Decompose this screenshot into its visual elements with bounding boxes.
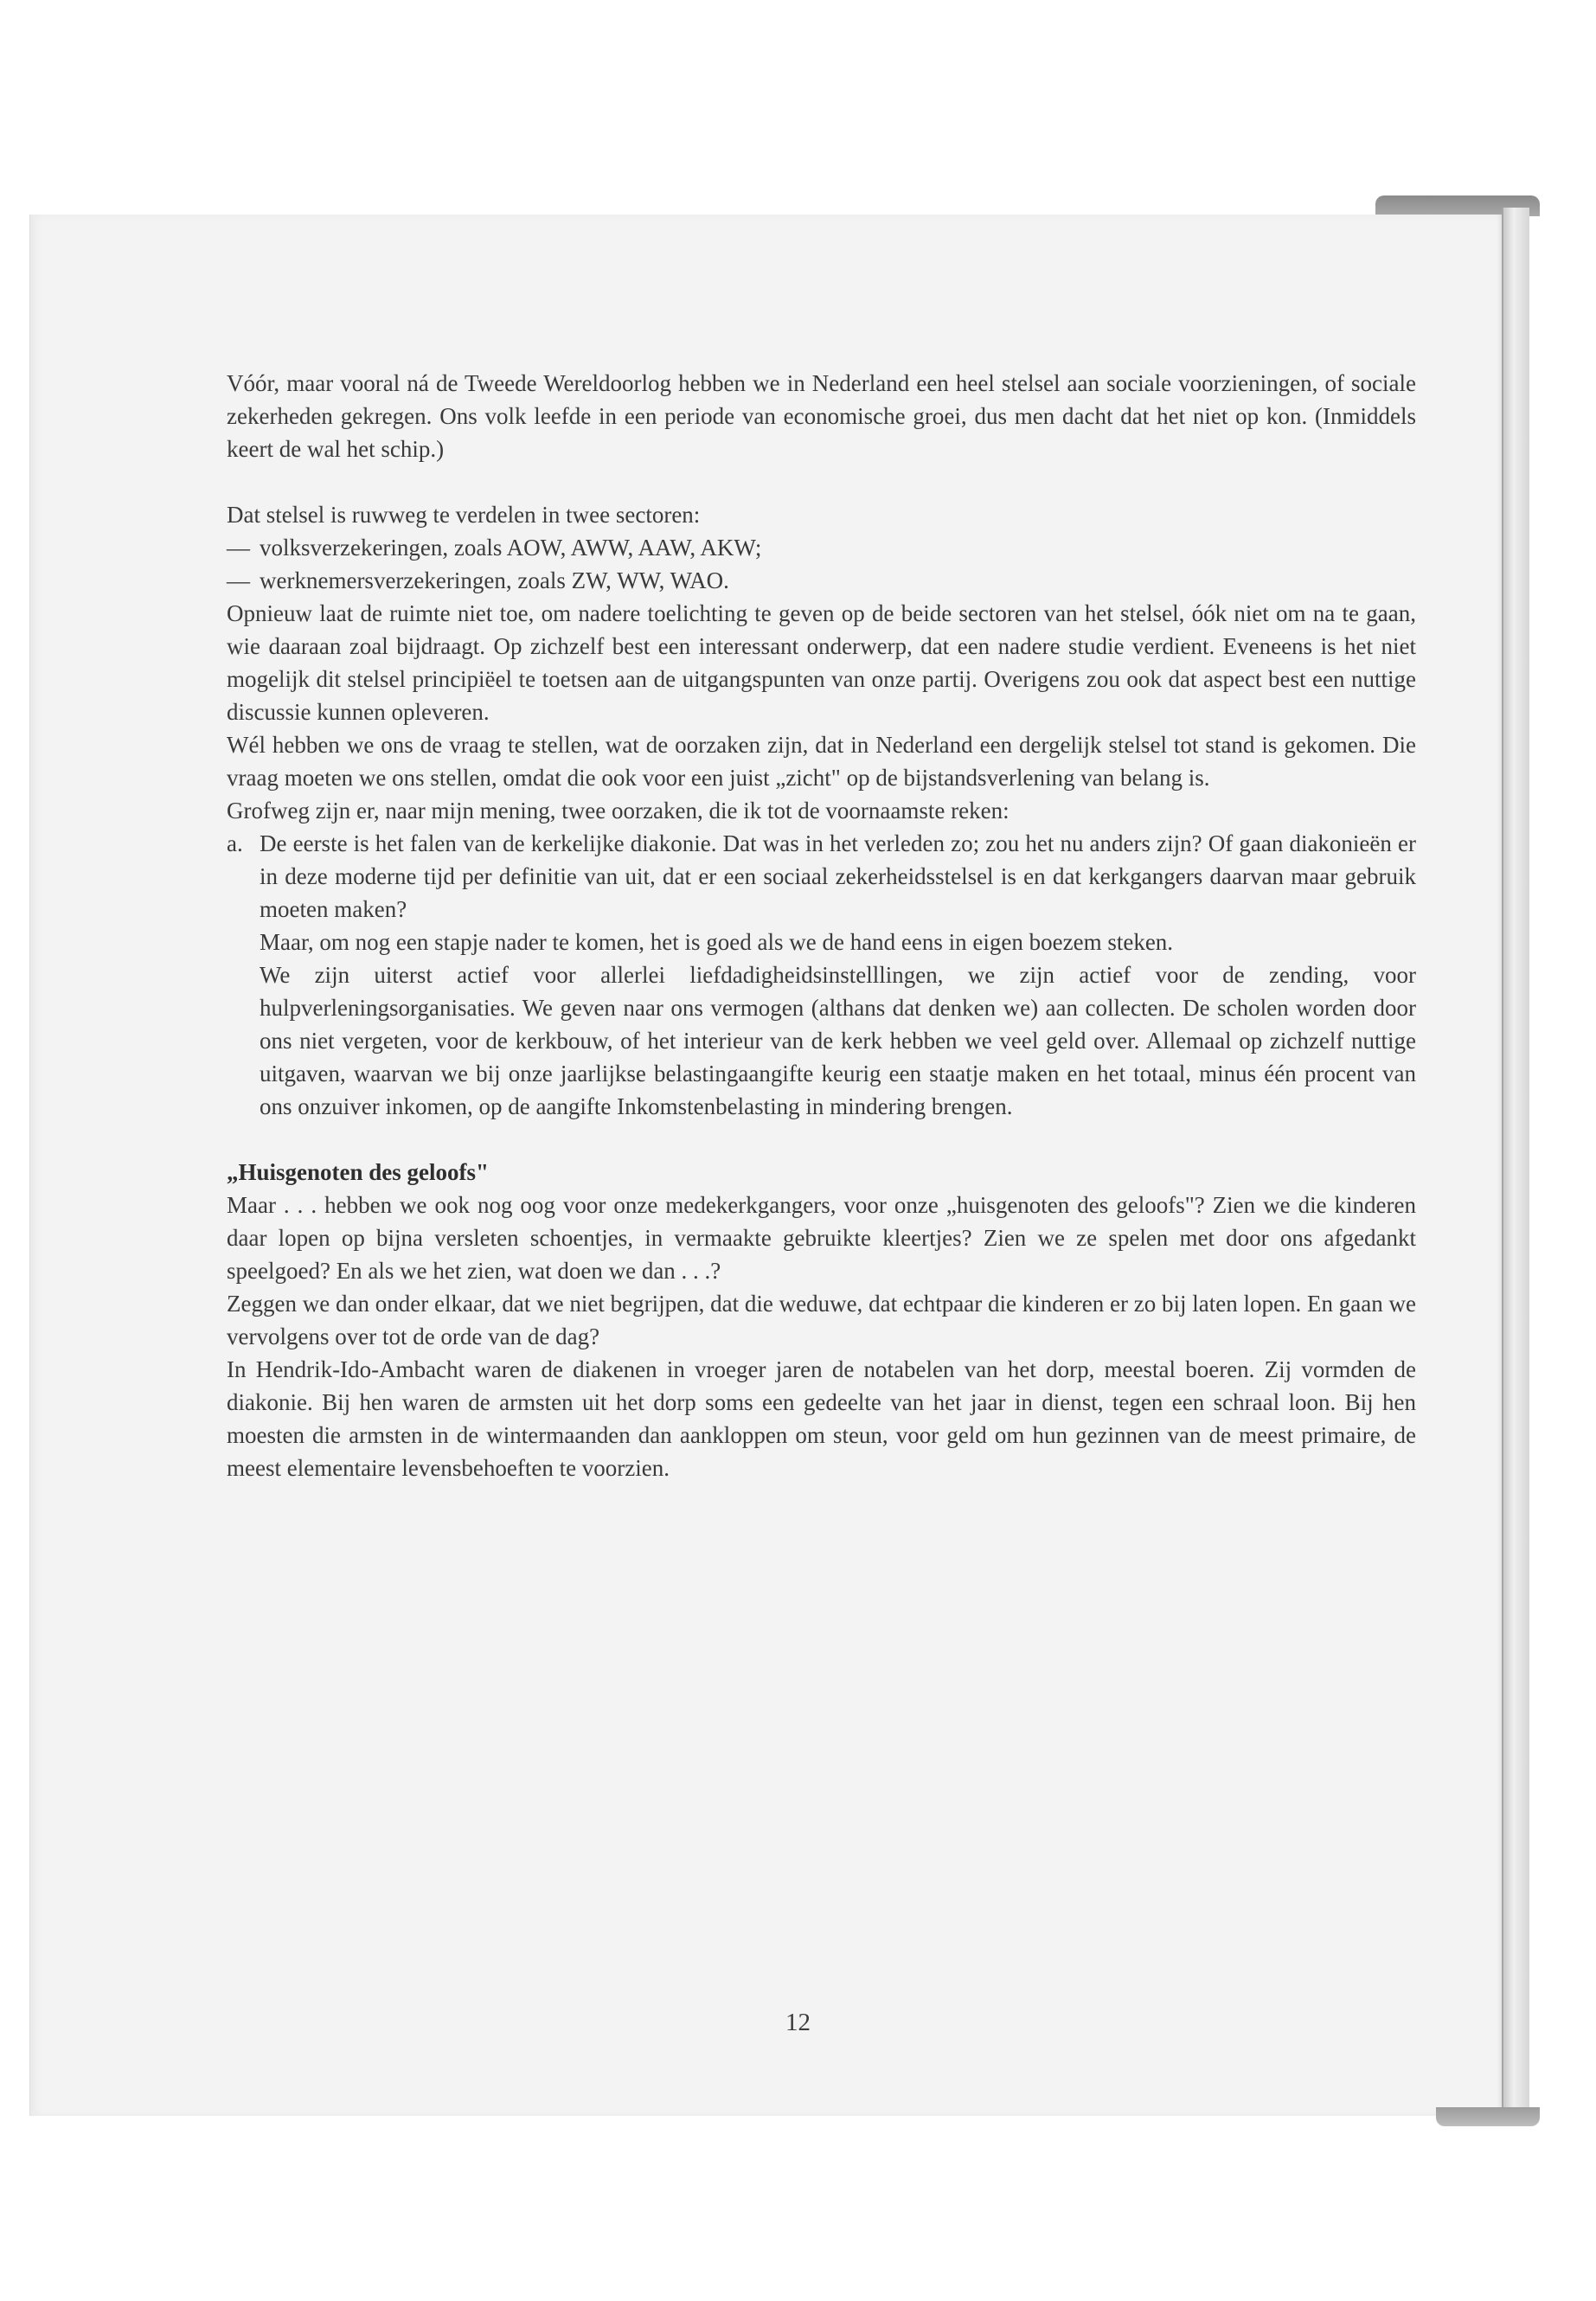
- item-a-paragraph-2: Maar, om nog een stapje nader te komen, het is goed als we de hand eens in eigen boezem steken.: [260, 929, 1174, 955]
- paragraph-oorzaken-vraag: Wél hebben we ons de vraag te stellen, wat de oorzaken zijn, dat in Nederland een dergelijk stelsel tot stand is gekomen. Die vraag moeten we ons stellen, omdat die ook voor een juist „zicht" op de bijstandsverlening van belang is.: [227, 732, 1416, 791]
- item-marker: a.: [227, 830, 243, 856]
- paragraph-sectors: Dat stelsel is ruwweg te verdelen in twee sectoren:: [227, 502, 701, 528]
- paragraph-huisgenoten: Maar . . . hebben we ook nog oog voor onze medekerkgangers, voor onze „huisgenoten des geloofs"? Zien we die kinderen daar lopen op bijna versleten schoentjes, in vermaakte gebruikte kleertjes? Zien we ze spelen met door ons afgedankt speelgoed? En als we het zien, wat doen we dan . . .?: [227, 1192, 1416, 1284]
- page-number: 12: [785, 2009, 811, 2036]
- section-heading: „Huisgenoten des geloofs": [227, 1159, 489, 1185]
- dash-marker: —: [227, 535, 250, 561]
- body-text: [227, 367, 1416, 1484]
- paragraph-grofweg: Grofweg zijn er, naar mijn mening, twee oorzaken, die ik tot de voornaamste reken:: [227, 798, 1010, 824]
- paragraph-intro: Vóór, maar vooral ná de Tweede Wereldoorlog hebben we in Nederland een heel stelsel aan sociale voorzieningen, of sociale zekerheden gekregen. Ons volk leefde in een periode van economische groei, dus men dacht dat het niet op kon. (Inmiddels keert de wal het schip.): [227, 370, 1416, 462]
- paragraph-zeggen: Zeggen we dan onder elkaar, dat we niet begrijpen, dat die weduwe, dat echtpaar die kinderen er zo bij laten lopen. En gaan we vervolgens over tot de orde van de dag?: [227, 1291, 1416, 1349]
- book-page-edge: [1502, 208, 1529, 2111]
- paragraph-hendrik-ido-ambacht: In Hendrik-Ido-Ambacht waren de diakenen in vroeger jaren de notabelen van het dorp, meestal boeren. Zij vormden de diakonie. Bij hen waren de armsten uit het dorp soms een gedeelte van het jaar in dienst, tegen een schraal loon. Bij hen moesten die armsten in de wintermaanden dan aankloppen om steun, voor geld om hun gezinnen van de meest primaire, de meest elementaire levensbehoeften te voorzien.: [227, 1356, 1416, 1481]
- item-a-text: De eerste is het falen van de kerkelijke diakonie. Dat was in het verleden zo; zou het nu anders zijn? Of gaan diakonieën er in deze moderne tijd per definitie van uit, dat er een sociaal zekerheidsstelsel is en dat kerkgangers daarvan maar gebruik moeten maken?: [260, 830, 1416, 922]
- list-item-a: [227, 827, 1416, 926]
- list-item: [227, 531, 1416, 564]
- list-item: [227, 564, 1416, 597]
- book-spine-bottom: [1436, 2107, 1540, 2126]
- item-a-paragraph-3: We zijn uiterst actief voor allerlei liefdadigheidsinstelllingen, we zijn actief voor de zending, voor hulpverleningsorganisaties. We geven naar ons vermogen (althans dat denken we) aan collecten. De scholen worden door ons niet vergeten, voor de kerkbouw, of het interieur van de kerk hebben we veel geld over. Allemaal op zichzelf nuttige uitgaven, waarvan we bij onze jaarlijkse belastingaangifte keurig een staatje maken en het totaal, minus één procent van ons onzuiver inkomen, op de aangifte Inkomstenbelasting in mindering brengen.: [260, 962, 1416, 1119]
- paragraph-gap: [227, 465, 1416, 498]
- dash-marker: —: [227, 567, 250, 593]
- list-item-text: volksverzekeringen, zoals AOW, AWW, AAW, AKW;: [260, 535, 762, 561]
- paragraph-gap: [227, 1123, 1416, 1156]
- paragraph-ruimte: Opnieuw laat de ruimte niet toe, om nadere toelichting te geven op de beide sectoren van het stelsel, óók niet om na te gaan, wie daaraan zoal bijdraagt. Op zichzelf best een interessant onderwerp, dat een nadere studie verdient. Eveneens is het niet mogelijk dit stelsel principiëel te toetsen aan de uitgangspunten van onze partij. Overigens zou ook dat aspect best een nuttige discussie kunnen opleveren.: [227, 600, 1416, 725]
- list-item-text: werknemersverzekeringen, zoals ZW, WW, WAO.: [260, 567, 729, 593]
